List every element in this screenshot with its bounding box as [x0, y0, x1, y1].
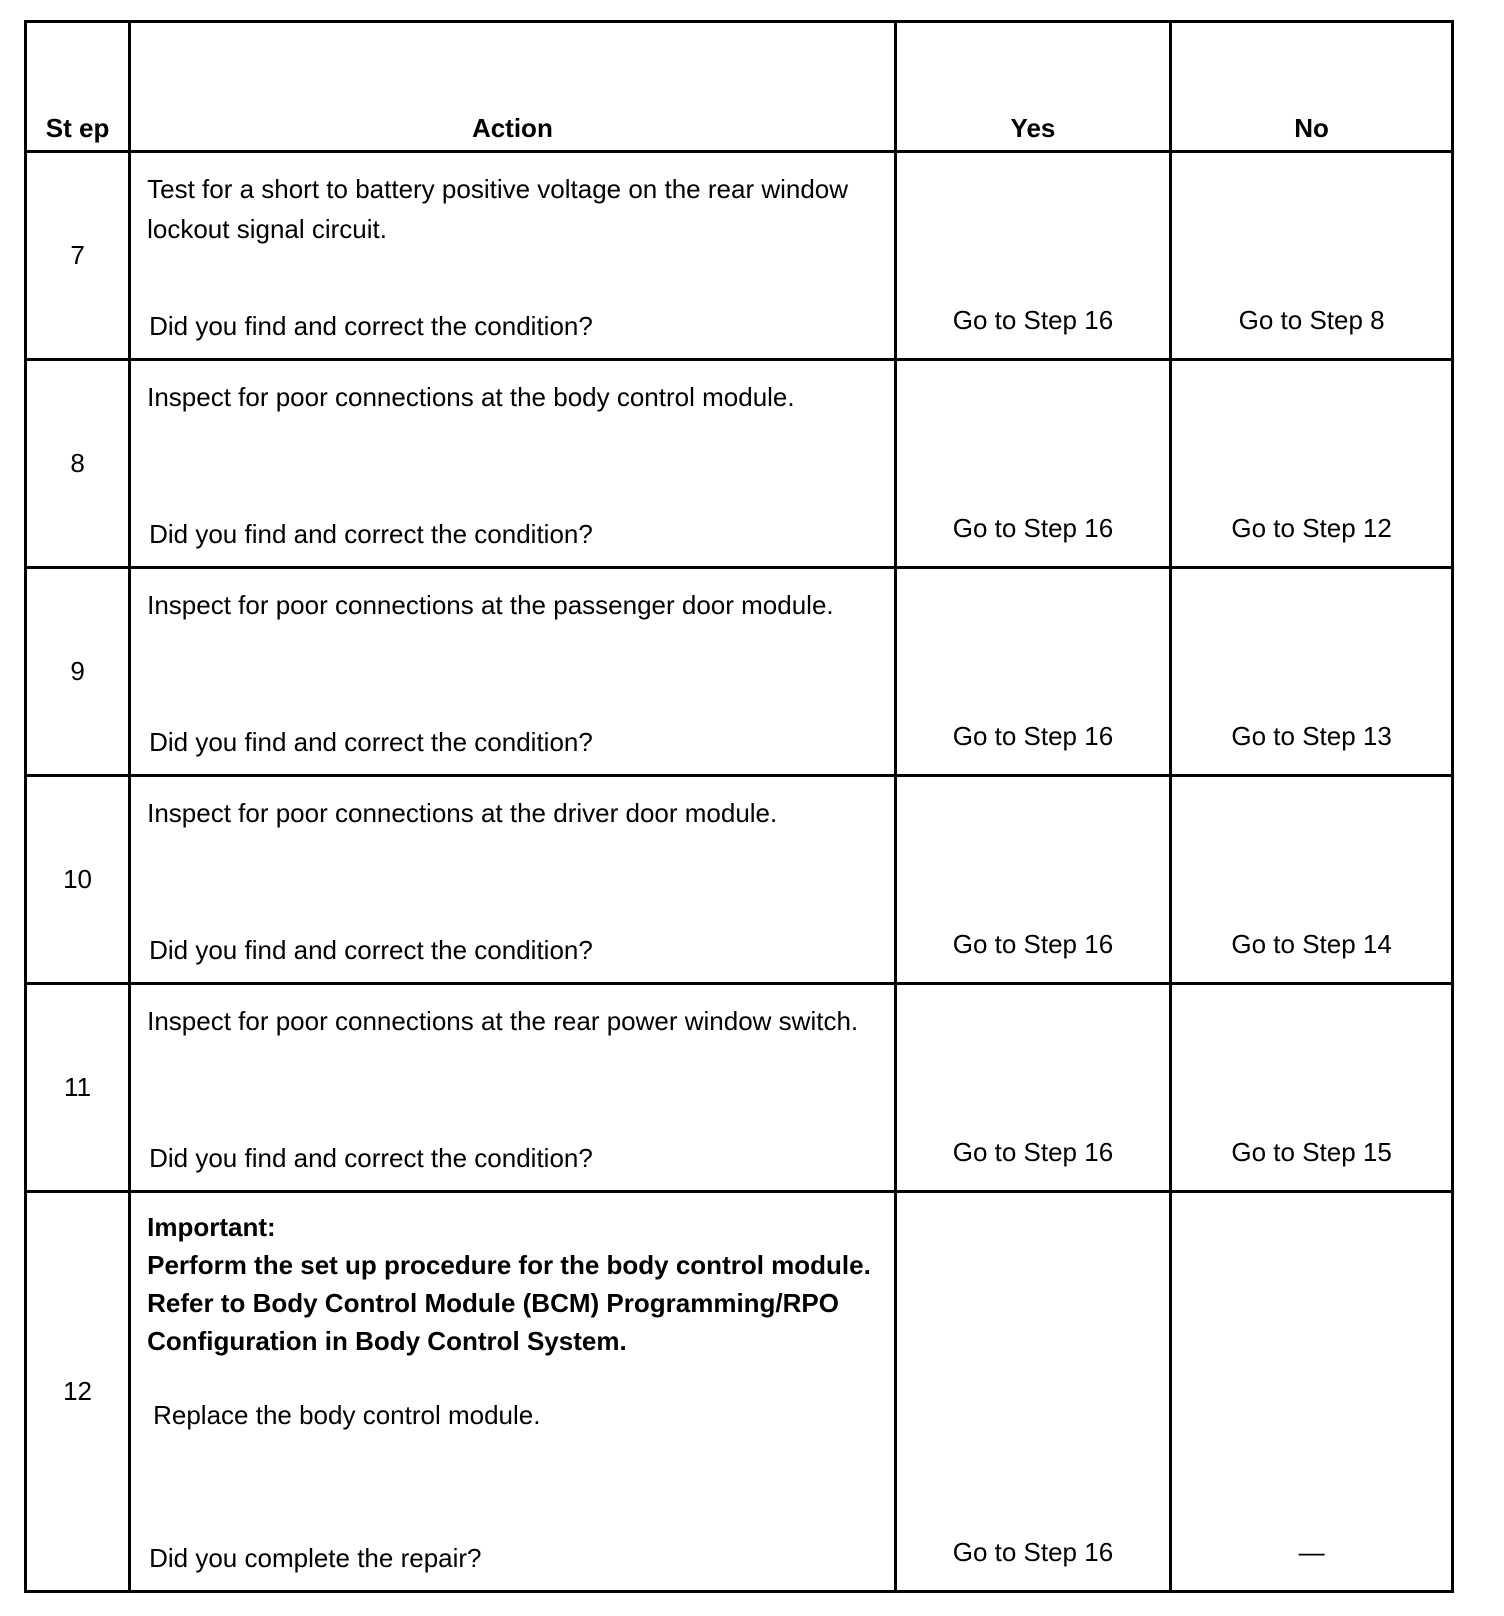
no-result: Go to Step 13	[1171, 568, 1453, 776]
header-yes	[895, 22, 1171, 152]
header-no-label: No	[1294, 112, 1329, 143]
question-text: Did you find and correct the condition?	[149, 518, 593, 549]
step-number: 11	[26, 984, 130, 1192]
question-text: Did you find and correct the condition?	[149, 310, 593, 341]
step-number: 8	[26, 360, 130, 568]
action-cell	[130, 568, 896, 776]
no-result: —	[1171, 1192, 1453, 1592]
header-yes-label: Yes	[1010, 112, 1056, 143]
header-step	[26, 22, 130, 152]
important-note: Perform the set up procedure for the body control module. Refer to Body Control Module (BCM) Programming/RPO Configuration in Body Control System.	[147, 1249, 871, 1356]
step-number: 12	[26, 1192, 130, 1592]
table-row	[26, 1192, 1453, 1592]
yes-result: Go to Step 16	[895, 568, 1171, 776]
question-text: Did you find and correct the condition?	[149, 934, 593, 965]
diagnostic-table	[24, 20, 1454, 1593]
yes-result: Go to Step 16	[895, 776, 1171, 984]
action-cell	[130, 1192, 896, 1592]
table-row	[26, 360, 1453, 568]
action-text: Inspect for poor connections at the driver door module.	[147, 798, 778, 828]
action-cell	[130, 360, 896, 568]
header-step-label: St ep	[45, 113, 110, 144]
action-text: Replace the body control module.	[153, 1399, 541, 1430]
table-row	[26, 776, 1453, 984]
question-text: Did you find and correct the condition?	[149, 1142, 593, 1173]
action-cell	[130, 984, 896, 1192]
action-text: Inspect for poor connections at the rear power window switch.	[147, 1006, 859, 1036]
header-row	[26, 22, 1453, 152]
yes-result: Go to Step 16	[895, 984, 1171, 1192]
header-action-label: Action	[471, 112, 553, 143]
no-result: Go to Step 14	[1171, 776, 1453, 984]
step-number: 7	[26, 152, 130, 360]
action-text: Inspect for poor connections at the passenger door module.	[147, 590, 834, 620]
no-result: Go to Step 8	[1171, 152, 1453, 360]
table-row	[26, 568, 1453, 776]
action-cell	[130, 776, 896, 984]
action-text: Inspect for poor connections at the body control module.	[147, 382, 795, 412]
yes-result: Go to Step 16	[895, 360, 1171, 568]
no-result: Go to Step 12	[1171, 360, 1453, 568]
yes-result: Go to Step 16	[895, 1192, 1171, 1592]
important-label: Important:	[147, 1212, 276, 1242]
action-cell	[130, 152, 896, 360]
no-result: Go to Step 15	[1171, 984, 1453, 1192]
step-number: 10	[26, 776, 130, 984]
action-text: Test for a short to battery positive voltage on the rear window lockout signal circuit.	[147, 174, 849, 245]
header-action	[130, 22, 896, 152]
table-row	[26, 984, 1453, 1192]
yes-result: Go to Step 16	[895, 152, 1171, 360]
question-text: Did you complete the repair?	[149, 1542, 482, 1573]
question-text: Did you find and correct the condition?	[149, 726, 593, 757]
table-row	[26, 152, 1453, 360]
header-no	[1171, 22, 1453, 152]
step-number: 9	[26, 568, 130, 776]
